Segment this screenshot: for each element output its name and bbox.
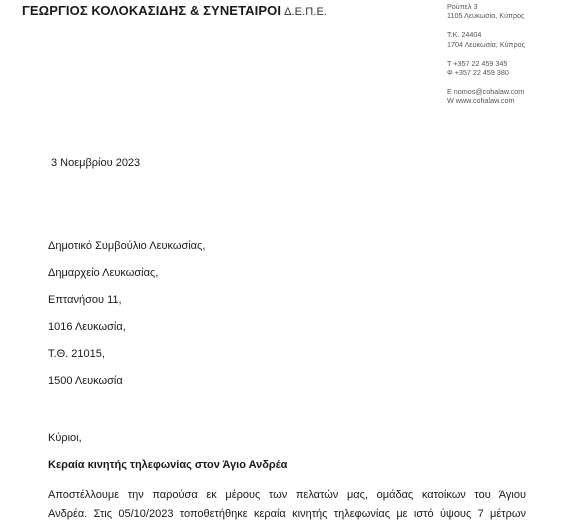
firm-name [22, 3, 327, 18]
po-box: Τ.Κ. 24404 [447, 30, 482, 40]
po-city: 1704 Λευκωσία, Κύπρος [447, 39, 526, 49]
recipient-line: Τ.Θ. 21015, [48, 348, 105, 360]
firm-suffix: Δ.Ε.Π.Ε. [284, 6, 328, 18]
po-box-block [447, 30, 525, 48]
salutation: Κύριοι, [48, 432, 82, 444]
phone: T +357 22 459 345 [447, 58, 508, 68]
body-paragraph [48, 486, 526, 524]
body-line: Αποστέλλουμε την παρούσα εκ μέρους των πελατών μας, ομάδας κατοίκων του Άγιου [48, 489, 526, 501]
recipient-line: Δημαρχείο Λευκωσίας, [48, 267, 159, 279]
recipient-line: 1500 Λευκωσία [48, 375, 123, 387]
recipient-line: Επτανήσου 11, [48, 294, 122, 306]
subject-line: Κεραία κινητής τηλεφωνίας στον Άγιο Ανδρέα [48, 459, 288, 471]
recipient-line: 1016 Λευκωσία, [48, 321, 126, 333]
street-city: 1105 Λευκωσία, Κύπρος [447, 11, 525, 21]
contact-block [447, 2, 525, 106]
body-line: Ανδρέα. Στις 05/10/2023 τοποθετήθηκε κεραία κινητής τηλεφωνίας με ιστό ύψους 7 μέτρων [48, 508, 526, 520]
recipient-line: Δημοτικό Συμβούλιο Λευκωσίας, [48, 240, 206, 252]
letter-date: 3 Νοεμβρίου 2023 [51, 157, 141, 169]
phone-block [447, 59, 525, 77]
email: E nomos@cohalaw.com [447, 87, 525, 97]
street: Ρούπελ 3 [447, 2, 478, 11]
online-block [447, 87, 525, 105]
firm-name-text: ΓΕΩΡΓΙΟΣ ΚΟΛΟΚΑΣΙΔΗΣ & ΣΥΝΕΤΑΙΡΟΙ [22, 3, 282, 18]
address-block [447, 2, 525, 20]
fax: Φ +357 22 459 380 [447, 68, 509, 78]
website: W www.cohalaw.com [447, 96, 515, 106]
